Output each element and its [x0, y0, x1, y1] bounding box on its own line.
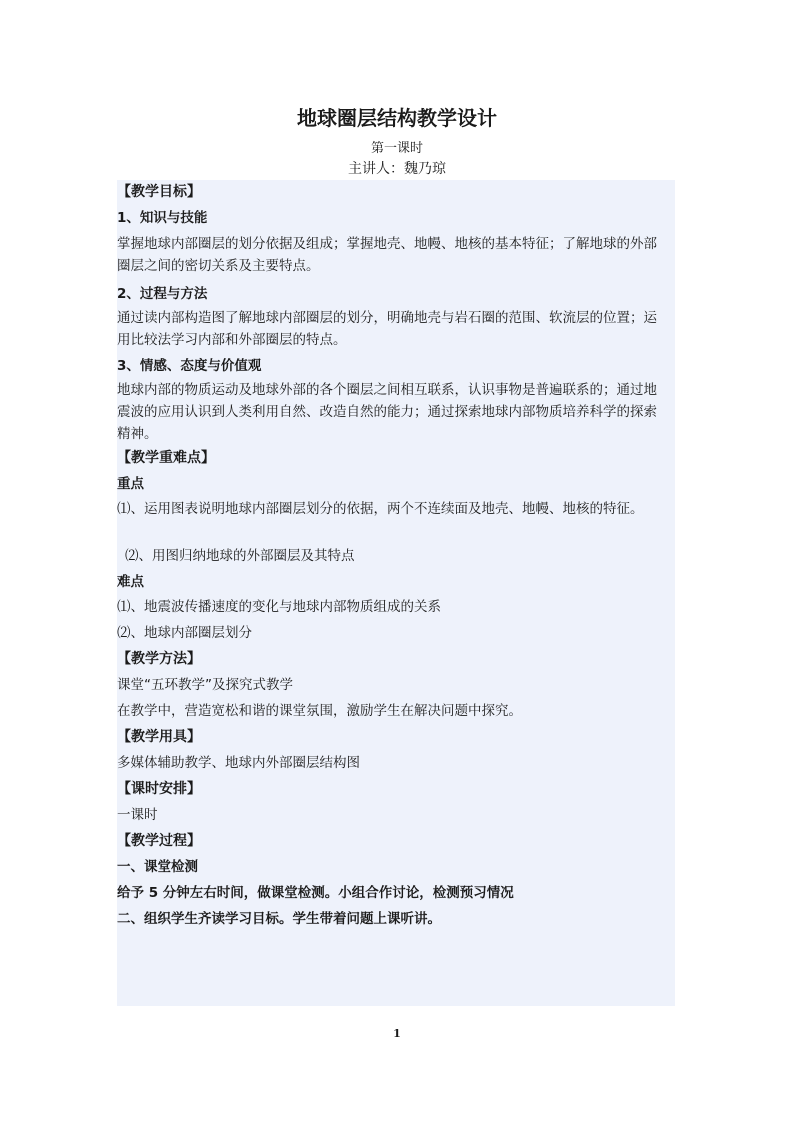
knowledge-title: 1、知识与技能 — [117, 210, 208, 226]
emotion-text: 地球内部的物质运动及地球外部的各个圈层之间相互联系，认识事物是普遍联系的；通过地震波的应用认识到人类利用自然、改造自然的能力；通过探索地球内部物质培养科学的探索精神。 — [117, 382, 657, 442]
step1-text: 给予 5 分钟左右时间，做课堂检测。小组合作讨论，检测预习情况 — [117, 885, 514, 901]
step1-title: 一、课堂检测 — [117, 859, 198, 875]
document-title: 地球圈层结构教学设计 — [297, 106, 497, 130]
procedure-header: 【教学过程】 — [117, 833, 201, 849]
difficulty-item-1: ⑴、地震波传播速度的变化与地球内部物质组成的关系 — [117, 599, 441, 615]
step2-text: 二、组织学生齐读学习目标。学生带着问题上课听讲。 — [117, 911, 441, 927]
difficulty-title: 难点 — [117, 574, 144, 590]
schedule-text: 一课时 — [117, 807, 158, 823]
schedule-header: 【课时安排】 — [117, 781, 201, 797]
focus-title: 重点 — [117, 476, 144, 492]
page-number: 1 — [393, 1027, 401, 1040]
key-points-header: 【教学重难点】 — [117, 450, 215, 466]
goals-header: 【教学目标】 — [117, 184, 201, 200]
presenter-label: 主讲人：魏乃琼 — [348, 161, 446, 177]
methods-header: 【教学方法】 — [117, 651, 201, 667]
focus-item-1: ⑴、运用图表说明地球内部圈层划分的依据，两个不连续面及地壳、地幔、地核的特征。 — [117, 501, 644, 517]
tools-header: 【教学用具】 — [117, 729, 201, 745]
knowledge-text: 掌握地球内部圈层的划分依据及组成；掌握地壳、地幔、地核的基本特征；了解地球的外部圈层之间的密切关系及主要特点。 — [117, 236, 657, 274]
difficulty-item-2: ⑵、地球内部圈层划分 — [117, 625, 252, 641]
lesson-label: 第一课时 — [370, 141, 423, 156]
tools-text: 多媒体辅助教学、地球内外部圈层结构图 — [117, 755, 360, 771]
process-text: 通过读内部构造图了解地球内部圈层的划分，明确地壳与岩石圈的范围、软流层的位置；运用比较法学习内部和外部圈层的特点。 — [117, 310, 657, 348]
methods-line-1: 课堂“五环教学”及探究式教学 — [117, 677, 293, 693]
lesson-plan-body — [117, 180, 675, 1006]
methods-line-2: 在教学中，营造宽松和谐的课堂氛围，激励学生在解决问题中探究。 — [117, 703, 522, 719]
process-title: 2、过程与方法 — [117, 286, 208, 302]
focus-item-2: ⑵、用图归纳地球的外部圈层及其特点 — [125, 548, 355, 564]
emotion-title: 3、情感、态度与价值观 — [117, 358, 262, 374]
